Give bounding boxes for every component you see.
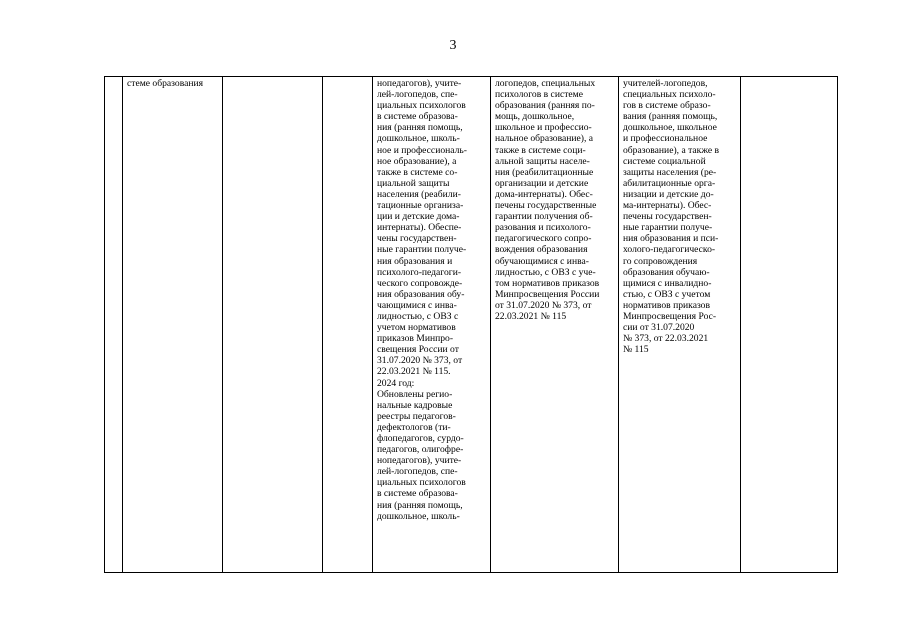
table-cell-empty-3 — [223, 77, 323, 573]
table-cell-name: стеме образования — [123, 77, 223, 573]
table-row — [105, 77, 838, 573]
table-cell-result: логопедов, специальных психологов в системе образования (ранняя по- мощь, дошкольное, школьное и профессио- нальное образование), а также в системе соци- альной защиты населе- ния (реабилитационные организации и детские дома-интернаты). Обес- печены государственные гарантии получения об- разования и психолого- педагогического сопро- вождения образования обучающимися с инва- лидностью, с ОВЗ с уче- том нормативов приказов Минпросвещения России от 31.07.2020 № 373, от 22.03.2021 № 115 — [491, 77, 619, 573]
table-cell-empty-8 — [741, 77, 838, 573]
table-cell-number — [105, 77, 123, 573]
table-cell-empty-4 — [323, 77, 373, 573]
table-cell-plan-2024: нопедагогов), учите- лей-логопедов, спе- циальных психологов в системе образова- ния (ранняя помощь, дошкольное, школь- ное и профессиональ- ное образование), а также в системе со- циальной защиты населения (реабили- тационные организа- ции и детские дома- интернаты). Обеспе- чены государствен- ные гарантии получе- ния образования и психолого-педагоги- ческого сопровожде- ния образования обу- чающимися с инва- лидностью, с ОВЗ с учетом нормативов приказов Минпро- свещения России от 31.07.2020 № 373, от 22.03.2021 № 115. 2024 год: Обновлены регио- нальные кадровые реестры педагогов- дефектологов (ти- флопедагогов, сурдо- педагогов, олигофре- нопедагогов), учите- лей-логопедов, спе- циальных психологов в системе образова- ния (ранняя помощь, дошкольное, школь- — [373, 77, 491, 573]
table-cell-result-2: учителей-логопедов, специальных психоло- гов в системе образо- вания (ранняя помощь, дошкольное, школьное и профессиональное образование), а также в системе социальной защиты населения (ре- абилитационные орга- низации и детские до- ма-интернаты). Обес- печены государствен- ные гарантии получе- ния образования и пси- холого-педагогическо- го сопровождения образования обучаю- щимися с инвалидно- стью, с ОВЗ с учетом нормативов приказов Минпросвещения Рос- сии от 31.07.2020 № 373, от 22.03.2021 № 115 — [619, 77, 741, 573]
main-table — [104, 76, 838, 573]
page-number: 3 — [449, 38, 457, 53]
